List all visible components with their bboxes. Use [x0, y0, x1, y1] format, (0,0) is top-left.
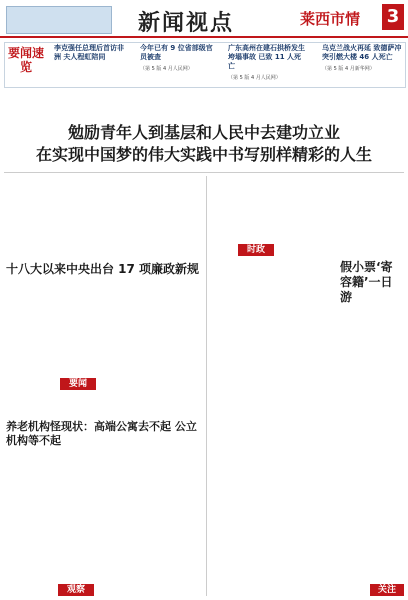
news-brief-item[interactable]: [54, 44, 128, 84]
news-brief-headline: 乌克兰战火再延 致德萨冲突引燃大楼 46 人死亡: [322, 44, 402, 61]
policy-headline[interactable]: 十八大以来中央出台 17 项廉政新规: [6, 262, 200, 276]
section-tag-guanzhu: 关注: [370, 584, 404, 596]
brand-logo: 莱西市情: [300, 10, 361, 28]
news-brief-headline: 李克强任总理后首访非洲 夫人程虹陪同: [54, 44, 124, 61]
news-brief-label: 要闻速览: [7, 46, 44, 74]
main-headline[interactable]: [6, 122, 402, 166]
news-brief-page: （第 5 版 4 月人民网）: [140, 66, 193, 72]
section-tag-shizheng: 时政: [238, 244, 274, 256]
section-tag-yaowen: 要闻: [60, 378, 96, 390]
dateline: [7, 7, 111, 11]
section-tag-guancha: 观察: [58, 584, 94, 596]
main-headline-line: 在实现中国梦的伟大实践中书写别样精彩的人生: [35, 145, 372, 164]
page-number: 3: [382, 4, 404, 30]
news-brief-item[interactable]: [140, 44, 214, 84]
news-brief-headline: 广东高州在建石拱桥发生垮塌事故 已致 11 人死亡: [228, 44, 305, 70]
news-brief-item[interactable]: [322, 44, 402, 84]
news-brief-item[interactable]: [228, 44, 308, 84]
headline-divider: [4, 172, 404, 173]
section-title: 新闻视点: [138, 11, 235, 36]
news-brief-page: （第 5 版 4 月新华网）: [322, 66, 375, 72]
news-brief-headline: 今年已有 9 位省部级官员被查: [140, 44, 213, 61]
main-headline-line: 勉励青年人到基层和人民中去建功立业: [67, 123, 340, 142]
news-brief-page: （第 5 版 4 月人民网）: [228, 75, 281, 81]
column-divider: [206, 176, 207, 596]
fake-receipt-headline[interactable]: 假小票‘寄容籍’一日游: [340, 260, 393, 304]
masthead-dateline-box: [6, 6, 112, 34]
masthead: [0, 0, 408, 40]
masthead-rule: [0, 36, 408, 38]
elderly-care-headline[interactable]: 养老机构怪现状：高端公寓去不起 公立机构等不起: [6, 420, 197, 447]
